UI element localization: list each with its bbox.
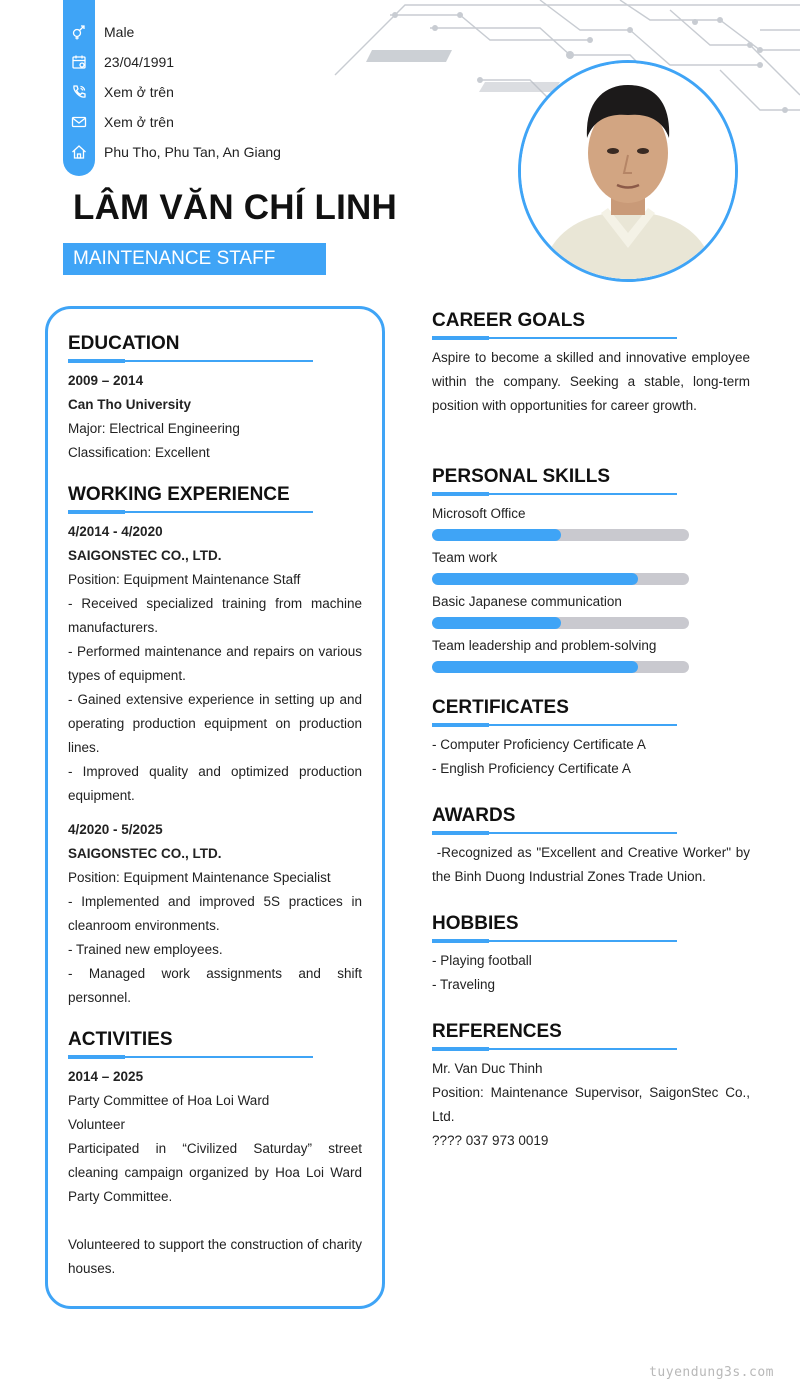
email-text: Xem ở trên	[104, 114, 174, 130]
contact-email	[63, 107, 174, 137]
gender-text: Male	[104, 24, 135, 40]
activities-role: Volunteer	[68, 1117, 126, 1132]
job-title: MAINTENANCE STAFF	[63, 243, 326, 275]
experience-heading: WORKING EXPERIENCE	[68, 484, 290, 505]
job-1-duty-2: - Performed maintenance and repairs on various types of equipment.	[68, 644, 362, 683]
certificate-item: - English Proficiency Certificate A	[432, 761, 631, 776]
activities-desc-1: Participated in “Civilized Saturday” street cleaning campaign organized by Hoa Loi Ward Party Committee.	[68, 1141, 362, 1204]
job-2-duty-3: - Managed work assignments and shift personnel.	[68, 966, 362, 1005]
certificates-heading: CERTIFICATES	[432, 697, 569, 718]
references-heading: REFERENCES	[432, 1021, 562, 1042]
education-heading: EDUCATION	[68, 333, 180, 354]
activities-period: 2014 – 2025	[68, 1069, 144, 1084]
contact-birthdate	[63, 47, 174, 77]
skills-underline	[432, 493, 677, 495]
certificates-underline	[432, 724, 677, 726]
job-2-duty-1: - Implemented and improved 5S practices in cleanroom environments.	[68, 894, 362, 933]
hobbies-underline	[432, 940, 677, 942]
job-1-duty-1: - Received specialized training from machine manufacturers.	[68, 596, 362, 635]
skill-label: Basic Japanese communication	[432, 594, 622, 609]
skills-heading: PERSONAL SKILLS	[432, 466, 611, 487]
contact-gender	[63, 17, 134, 47]
references-underline	[432, 1048, 677, 1050]
education-period: 2009 – 2014	[68, 373, 144, 388]
skill-bar	[432, 529, 689, 541]
reference-phone: ???? 037 973 0019	[432, 1133, 549, 1148]
portrait-illustration	[521, 63, 735, 279]
hobby-item: - Playing football	[432, 953, 532, 968]
job-2-position: Position: Equipment Maintenance Specialist	[68, 870, 331, 885]
candidate-name: LÂM VĂN CHÍ LINH	[73, 188, 398, 227]
birthdate-text: 23/04/1991	[104, 54, 175, 70]
activities-underline	[68, 1056, 313, 1058]
job-2-period: 4/2020 - 5/2025	[68, 822, 163, 837]
home-icon	[63, 137, 95, 167]
education-school: Can Tho University	[68, 397, 192, 412]
awards-underline	[432, 832, 677, 834]
job-1-duty-4: - Improved quality and optimized production equipment.	[68, 764, 362, 803]
skill-bar-fill	[432, 661, 638, 673]
reference-name: Mr. Van Duc Thinh	[432, 1061, 543, 1076]
phone-icon	[63, 77, 95, 107]
phone-text: Xem ở trên	[104, 84, 174, 100]
calendar-icon	[63, 47, 95, 77]
skill-label: Team leadership and problem-solving	[432, 638, 657, 653]
job-1-duty-3: - Gained extensive experience in setting up and operating production equipment on production lines.	[68, 692, 362, 755]
activities-desc-2: Volunteered to support the construction of charity houses.	[68, 1237, 362, 1276]
career-goals-text: Aspire to become a skilled and innovative employee within the company. Seeking a stable, long-term position with opportunities for career growth.	[432, 350, 750, 413]
skill-bar-fill	[432, 573, 638, 585]
contact-address	[63, 137, 281, 167]
hobby-item: - Traveling	[432, 977, 496, 992]
activities-org: Party Committee of Hoa Loi Ward	[68, 1093, 270, 1108]
activities-heading: ACTIVITIES	[68, 1029, 173, 1050]
awards-text: -Recognized as "Excellent and Creative Worker" by the Binh Duong Industrial Zones Trade Union.	[432, 845, 754, 884]
skill-label: Microsoft Office	[432, 506, 526, 521]
skill-label: Team work	[432, 550, 498, 565]
job-2-duty-2: - Trained new employees.	[68, 942, 223, 957]
skill-bar-fill	[432, 529, 561, 541]
experience-underline	[68, 511, 313, 513]
education-classification: Classification: Excellent	[68, 445, 210, 460]
skill-bar	[432, 661, 689, 673]
skill-bar-fill	[432, 617, 561, 629]
education-major: Major: Electrical Engineering	[68, 421, 240, 436]
job-2-company: SAIGONSTEC CO., LTD.	[68, 846, 222, 861]
footer-watermark: tuyendung3s.com	[649, 1365, 774, 1380]
skill-bar	[432, 617, 689, 629]
job-1-company: SAIGONSTEC CO., LTD.	[68, 548, 222, 563]
awards-heading: AWARDS	[432, 805, 516, 826]
contact-phone	[63, 77, 174, 107]
hobbies-heading: HOBBIES	[432, 913, 519, 934]
job-1-period: 4/2014 - 4/2020	[68, 524, 163, 539]
certificate-item: - Computer Proficiency Certificate A	[432, 737, 646, 752]
address-text: Phu Tho, Phu Tan, An Giang	[104, 144, 281, 160]
mail-icon	[63, 107, 95, 137]
career-goals-heading: CAREER GOALS	[432, 310, 586, 331]
profile-photo	[518, 60, 738, 282]
skill-bar	[432, 573, 689, 585]
career-goals-underline	[432, 337, 677, 339]
job-1-position: Position: Equipment Maintenance Staff	[68, 572, 301, 587]
education-underline	[68, 360, 313, 362]
reference-position: Position: Maintenance Supervisor, SaigonStec Co., Ltd.	[432, 1085, 750, 1124]
gender-icon	[63, 17, 95, 47]
